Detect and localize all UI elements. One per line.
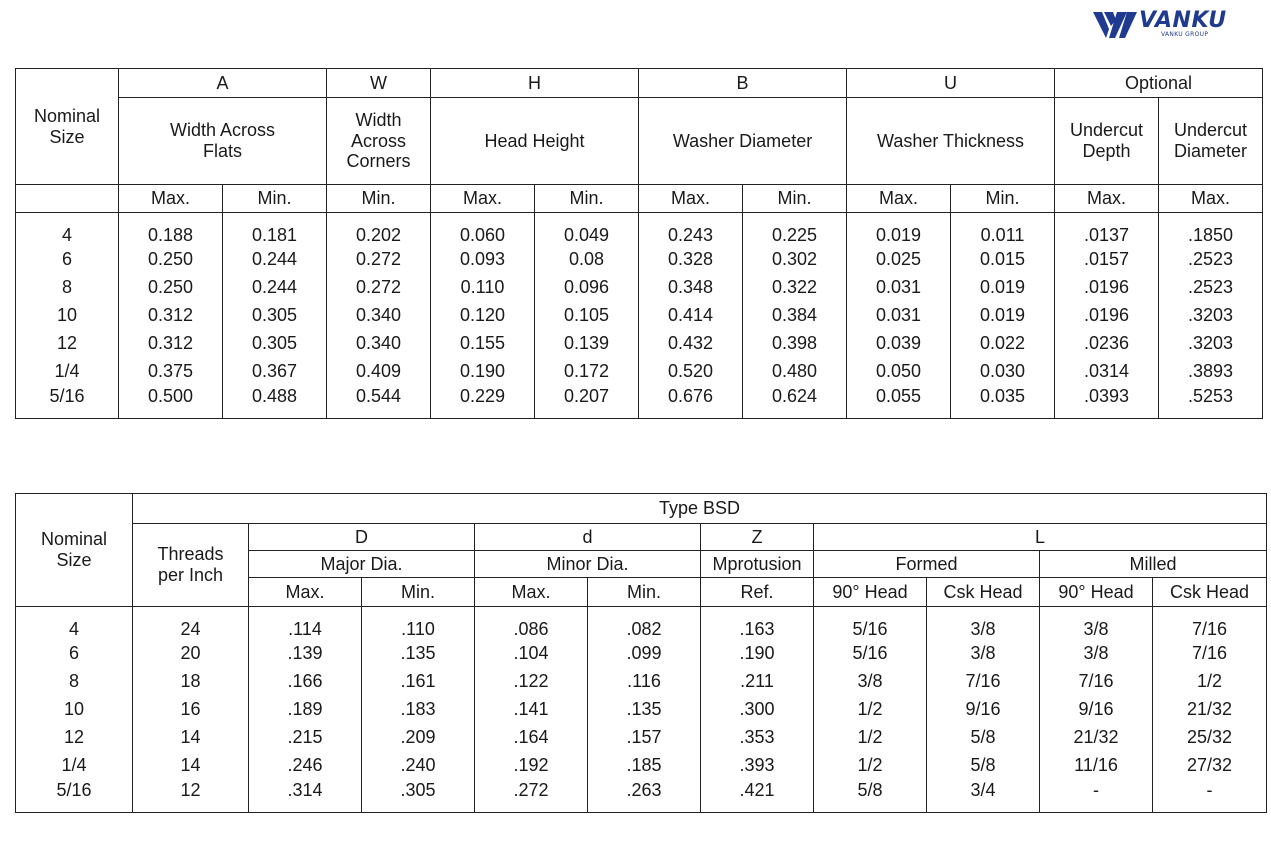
table-cell: 3/8 (1040, 607, 1153, 640)
nominal-size-cell: 5/16 (16, 386, 119, 419)
table-cell: 0.244 (223, 274, 327, 302)
table-row (16, 668, 1267, 696)
col-name: Minor Dia. (475, 551, 701, 578)
table-row (16, 213, 1263, 246)
table-cell: 3/8 (927, 607, 1040, 640)
table-row (16, 607, 1267, 640)
nominal-size-cell: 5/16 (16, 780, 133, 813)
table-cell: .135 (588, 696, 701, 724)
nominal-size-cell: 10 (16, 696, 133, 724)
table-cell: .190 (701, 640, 814, 668)
col-name: Head Height (431, 98, 639, 185)
logo-wordmark: VANKU (1139, 8, 1227, 33)
table-cell: 7/16 (927, 668, 1040, 696)
table-cell: 0.011 (951, 213, 1055, 246)
table-cell: 0.340 (327, 302, 431, 330)
table-cell: .0157 (1055, 246, 1159, 274)
col-name: Width Across Flats (119, 98, 327, 185)
table-cell: 0.676 (639, 386, 743, 419)
col-letter: B (639, 69, 847, 98)
table-row (16, 780, 1267, 813)
vanku-logo (1093, 8, 1233, 42)
table-cell: 0.409 (327, 358, 431, 386)
col-letter: Z (701, 524, 814, 551)
table-cell: 0.250 (119, 246, 223, 274)
table-cell: 0.544 (327, 386, 431, 419)
table-cell: 1/2 (814, 724, 927, 752)
table-cell: .163 (701, 607, 814, 640)
table-cell: 0.243 (639, 213, 743, 246)
table-cell: 5/8 (927, 724, 1040, 752)
nominal-size-cell: 4 (16, 607, 133, 640)
col-letter: Optional (1055, 69, 1263, 98)
col-letter: D (249, 524, 475, 551)
col-name: Milled (1040, 551, 1267, 578)
table-cell: .314 (249, 780, 362, 813)
table-cell: 0.025 (847, 246, 951, 274)
sub-header: Max. (847, 185, 951, 213)
sub-header: 90° Head (814, 578, 927, 607)
table-cell: 0.139 (535, 330, 639, 358)
table-row (16, 246, 1263, 274)
table-cell: .246 (249, 752, 362, 780)
table-row (16, 330, 1263, 358)
table-cell: 0.207 (535, 386, 639, 419)
table-cell: .0314 (1055, 358, 1159, 386)
table-cell: 12 (133, 780, 249, 813)
table-cell: .135 (362, 640, 475, 668)
sub-header: Max. (639, 185, 743, 213)
dimensions-table-body (16, 213, 1263, 419)
nominal-size-header: Nominal Size (16, 69, 119, 185)
table-cell: 1/2 (1153, 668, 1267, 696)
col-letter: W (327, 69, 431, 98)
table-cell: 0.096 (535, 274, 639, 302)
table-cell: - (1040, 780, 1153, 813)
table-cell: .0196 (1055, 302, 1159, 330)
col-name: Major Dia. (249, 551, 475, 578)
table-cell: 21/32 (1153, 696, 1267, 724)
table-cell: 0.500 (119, 386, 223, 419)
table-cell: 5/16 (814, 640, 927, 668)
table-cell: 0.202 (327, 213, 431, 246)
table-cell: 0.110 (431, 274, 535, 302)
table-cell: 7/16 (1040, 668, 1153, 696)
table-cell: 0.105 (535, 302, 639, 330)
sub-header-row (16, 185, 1263, 213)
table-cell: .189 (249, 696, 362, 724)
table-cell: 24 (133, 607, 249, 640)
table-cell: .110 (362, 607, 475, 640)
table-cell: 0.172 (535, 358, 639, 386)
table-cell: .086 (475, 607, 588, 640)
table-row (16, 358, 1263, 386)
table-cell: 14 (133, 724, 249, 752)
table-cell: 3/8 (927, 640, 1040, 668)
table-cell: 0.093 (431, 246, 535, 274)
table-row (16, 274, 1263, 302)
table-row (16, 752, 1267, 780)
sub-header: Max. (1159, 185, 1263, 213)
table-cell: 0.019 (847, 213, 951, 246)
table-cell: 14 (133, 752, 249, 780)
table-cell: 18 (133, 668, 249, 696)
table-cell: 7/16 (1153, 607, 1267, 640)
table-cell: .192 (475, 752, 588, 780)
nominal-size-cell: 10 (16, 302, 119, 330)
table-cell: 21/32 (1040, 724, 1153, 752)
table-cell: .300 (701, 696, 814, 724)
table-cell: .3203 (1159, 302, 1263, 330)
table-cell: 0.049 (535, 213, 639, 246)
table-row (16, 696, 1267, 724)
col-name: Washer Diameter (639, 98, 847, 185)
table-cell: .183 (362, 696, 475, 724)
table-cell: 0.225 (743, 213, 847, 246)
table-cell: .1850 (1159, 213, 1263, 246)
table-cell: 5/16 (814, 607, 927, 640)
table-cell: 0.060 (431, 213, 535, 246)
sub-header: Max. (475, 578, 588, 607)
sub-header: Min. (223, 185, 327, 213)
col-name: Mprotusion (701, 551, 814, 578)
table-cell: 0.039 (847, 330, 951, 358)
sub-header: Min. (535, 185, 639, 213)
threads-per-inch-header: Threads per Inch (133, 524, 249, 607)
table-cell: 25/32 (1153, 724, 1267, 752)
table-cell: .3203 (1159, 330, 1263, 358)
table-cell: 0.375 (119, 358, 223, 386)
table-row (16, 640, 1267, 668)
type-header-row (16, 494, 1267, 524)
table-cell: .116 (588, 668, 701, 696)
table-cell: .0393 (1055, 386, 1159, 419)
table-cell: .353 (701, 724, 814, 752)
nominal-size-cell: 12 (16, 330, 119, 358)
table-cell: .2523 (1159, 246, 1263, 274)
table-cell: 0.328 (639, 246, 743, 274)
table-cell: .157 (588, 724, 701, 752)
table-cell: 0.030 (951, 358, 1055, 386)
table-cell: 0.384 (743, 302, 847, 330)
letter-header-row (16, 524, 1267, 551)
vanku-logo-mark (1093, 12, 1137, 38)
dimensions-table (15, 68, 1263, 419)
table-cell: 0.302 (743, 246, 847, 274)
table-cell: 0.022 (951, 330, 1055, 358)
col-name: Washer Thickness (847, 98, 1055, 185)
table-cell: .263 (588, 780, 701, 813)
sub-header: Min. (588, 578, 701, 607)
table-row (16, 724, 1267, 752)
table-cell: 0.480 (743, 358, 847, 386)
table-cell: .211 (701, 668, 814, 696)
sub-header: Max. (119, 185, 223, 213)
table-cell: - (1153, 780, 1267, 813)
table-cell: 0.015 (951, 246, 1055, 274)
thread-table-body (16, 607, 1267, 813)
table-cell: .0196 (1055, 274, 1159, 302)
sub-header: Max. (431, 185, 535, 213)
table-cell: 16 (133, 696, 249, 724)
sub-header: Min. (743, 185, 847, 213)
table-cell: .215 (249, 724, 362, 752)
table-cell: 11/16 (1040, 752, 1153, 780)
col-name: Formed (814, 551, 1040, 578)
table-cell: .393 (701, 752, 814, 780)
table-cell: 5/8 (927, 752, 1040, 780)
table-cell: .166 (249, 668, 362, 696)
table-cell: .082 (588, 607, 701, 640)
logo-subtitle: VANKU GROUP (1161, 31, 1209, 38)
table-cell: 0.188 (119, 213, 223, 246)
table-cell: 0.272 (327, 246, 431, 274)
sub-header: Csk Head (927, 578, 1040, 607)
table-cell: 0.019 (951, 302, 1055, 330)
table-cell: 0.488 (223, 386, 327, 419)
col-name: Undercut Depth (1055, 98, 1159, 185)
table-cell: 3/8 (1040, 640, 1153, 668)
table-cell: .114 (249, 607, 362, 640)
nominal-size-cell: 6 (16, 246, 119, 274)
sub-header: Max. (249, 578, 362, 607)
col-name: Width Across Corners (327, 98, 431, 185)
table-cell: 0.312 (119, 302, 223, 330)
table-cell: .161 (362, 668, 475, 696)
table-cell: 3/4 (927, 780, 1040, 813)
thread-table (15, 493, 1267, 813)
table-cell: 0.031 (847, 274, 951, 302)
table-cell: 0.340 (327, 330, 431, 358)
table-cell: .272 (475, 780, 588, 813)
table-cell: .0137 (1055, 213, 1159, 246)
sub-header: 90° Head (1040, 578, 1153, 607)
table-cell: 0.050 (847, 358, 951, 386)
nominal-size-header: Nominal Size (16, 494, 133, 607)
table-cell: 0.250 (119, 274, 223, 302)
table-cell: 0.312 (119, 330, 223, 358)
table-cell: 0.035 (951, 386, 1055, 419)
nominal-size-cell: 1/4 (16, 358, 119, 386)
table-cell: 0.190 (431, 358, 535, 386)
table-cell: 0.055 (847, 386, 951, 419)
table-cell: 1/2 (814, 696, 927, 724)
table-cell: 0.367 (223, 358, 327, 386)
table-cell: .305 (362, 780, 475, 813)
col-letter: A (119, 69, 327, 98)
table-cell: .421 (701, 780, 814, 813)
table-cell: 3/8 (814, 668, 927, 696)
table-cell: .139 (249, 640, 362, 668)
type-bsd-header: Type BSD (133, 494, 1267, 524)
table-cell: 0.414 (639, 302, 743, 330)
table-cell: 0.120 (431, 302, 535, 330)
table-cell: .5253 (1159, 386, 1263, 419)
table-cell: 0.305 (223, 302, 327, 330)
table-cell: 0.155 (431, 330, 535, 358)
table-cell: 0.348 (639, 274, 743, 302)
table-cell: .099 (588, 640, 701, 668)
table-cell: .3893 (1159, 358, 1263, 386)
table-row (16, 302, 1263, 330)
sub-header: Max. (1055, 185, 1159, 213)
table-cell: 0.520 (639, 358, 743, 386)
table-row (16, 386, 1263, 419)
table-cell: .164 (475, 724, 588, 752)
table-cell: .104 (475, 640, 588, 668)
table-cell: 0.031 (847, 302, 951, 330)
table-cell: 0.624 (743, 386, 847, 419)
col-name: Undercut Diameter (1159, 98, 1263, 185)
col-letter: L (814, 524, 1267, 551)
table-cell: 0.432 (639, 330, 743, 358)
table-cell: 0.08 (535, 246, 639, 274)
table-cell: 9/16 (1040, 696, 1153, 724)
col-letter: d (475, 524, 701, 551)
table-cell: .209 (362, 724, 475, 752)
table-cell: 20 (133, 640, 249, 668)
sub-header: Csk Head (1153, 578, 1267, 607)
table-cell: 27/32 (1153, 752, 1267, 780)
table-cell: .2523 (1159, 274, 1263, 302)
table-cell: 1/2 (814, 752, 927, 780)
table-cell: 7/16 (1153, 640, 1267, 668)
table-cell: 9/16 (927, 696, 1040, 724)
col-letter: H (431, 69, 639, 98)
table-cell: 0.229 (431, 386, 535, 419)
nominal-size-cell: 4 (16, 213, 119, 246)
table-cell: 0.019 (951, 274, 1055, 302)
sub-header: Min. (362, 578, 475, 607)
name-header-row (16, 98, 1263, 185)
table-cell: .0236 (1055, 330, 1159, 358)
table-cell: 0.244 (223, 246, 327, 274)
letter-header-row (16, 69, 1263, 98)
table-cell: .240 (362, 752, 475, 780)
table-cell: .122 (475, 668, 588, 696)
nominal-size-cell: 6 (16, 640, 133, 668)
table-cell: .141 (475, 696, 588, 724)
nominal-size-cell: 8 (16, 668, 133, 696)
nominal-size-cell: 8 (16, 274, 119, 302)
col-letter: U (847, 69, 1055, 98)
table-cell: 0.272 (327, 274, 431, 302)
nominal-size-cell: 1/4 (16, 752, 133, 780)
table-cell: 0.322 (743, 274, 847, 302)
sub-header: Min. (327, 185, 431, 213)
table-cell: 5/8 (814, 780, 927, 813)
table-cell: 0.398 (743, 330, 847, 358)
sub-header: Min. (951, 185, 1055, 213)
nominal-size-cell: 12 (16, 724, 133, 752)
nominal-size-blank (16, 185, 119, 213)
sub-header: Ref. (701, 578, 814, 607)
table-cell: .185 (588, 752, 701, 780)
table-cell: 0.305 (223, 330, 327, 358)
table-cell: 0.181 (223, 213, 327, 246)
